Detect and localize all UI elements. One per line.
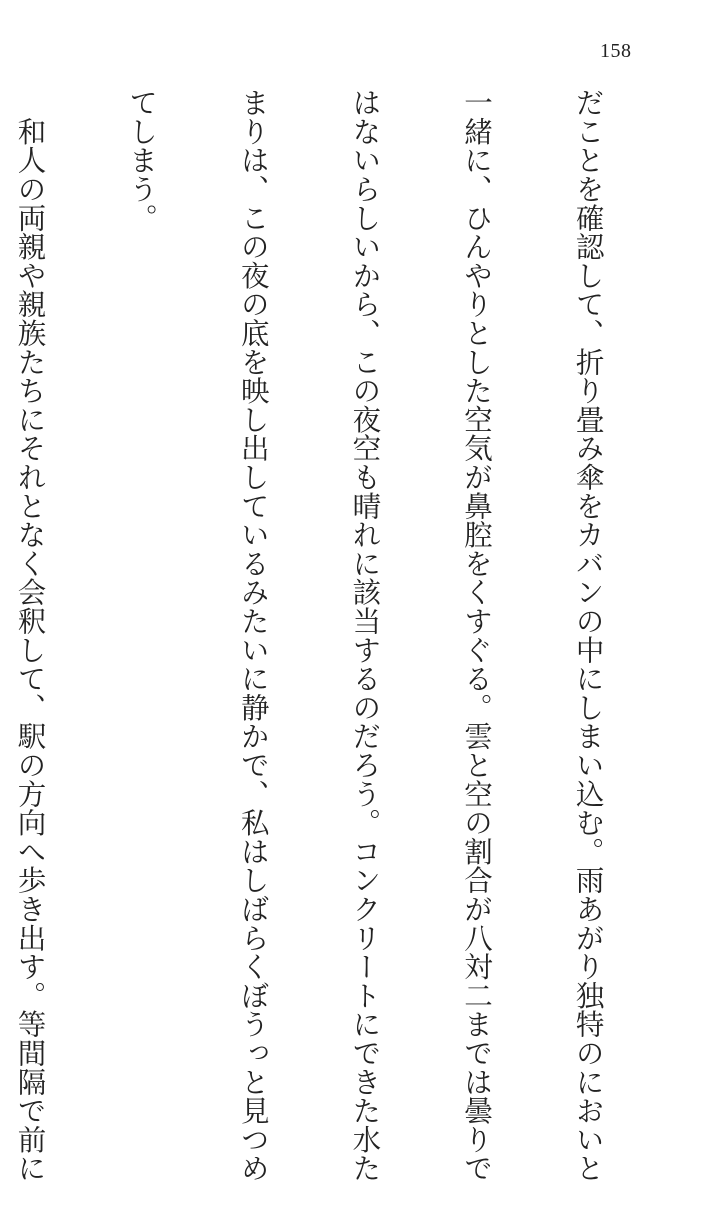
text-line: てしまう。 (125, 88, 159, 232)
text-line: はないらしいから、この夜空も晴れに該当するのだろう。コンクリートにできた水た (348, 88, 382, 1183)
text-line: 一緒に、ひんやりとした空気が鼻腔をくすぐる。雲と空の割合が八対二までは曇りで (459, 88, 493, 1183)
novel-text-body (0, 88, 681, 1183)
text-line: 和人の両親や親族たちにそれとなく会釈して、駅の方向へ歩き出す。等間隔で前に (13, 88, 47, 1183)
page-number: 158 (600, 40, 632, 62)
text-line: まりは、この夜の底を映し出しているみたいに静かで、私はしばらくぼうっと見つめ (236, 88, 270, 1183)
text-line: だことを確認して、折り畳み傘をカバンの中にしまい込む。雨あがり独特のにおいと (571, 88, 605, 1183)
